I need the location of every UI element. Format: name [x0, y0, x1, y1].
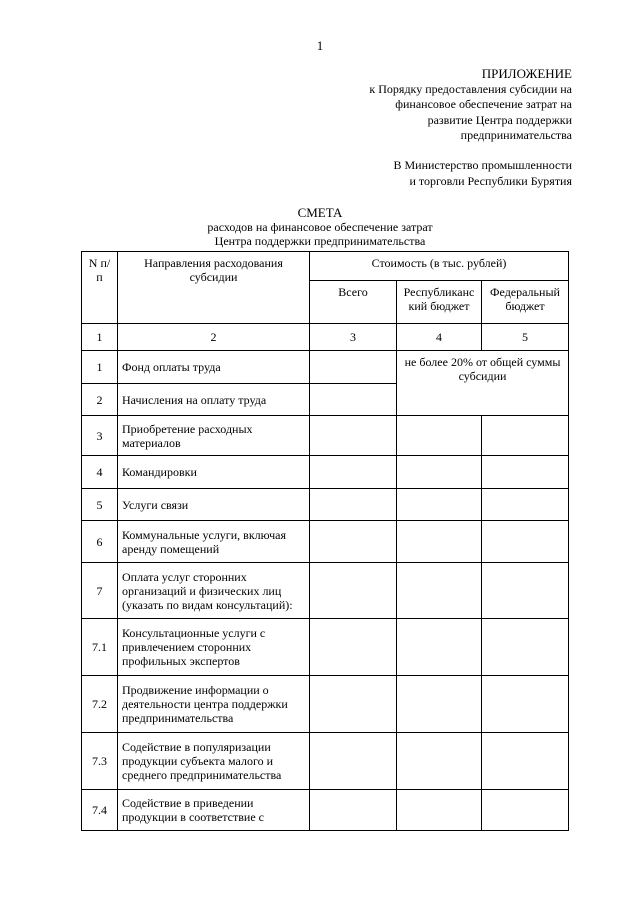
cell-federal: [482, 733, 569, 790]
row-num: 7.3: [82, 733, 118, 790]
header-num: N п/п: [82, 252, 118, 324]
annex-line: предпринимательства: [460, 128, 572, 142]
row-name: Фонд оплаты труда: [118, 351, 310, 384]
cell-total: [310, 619, 397, 676]
cell-republic: [397, 563, 482, 619]
cell-republic: [397, 416, 482, 456]
cell-republic: [397, 521, 482, 563]
addressee-line: В Министерство промышленности: [393, 158, 572, 172]
addressee-line: и торговли Республики Бурятия: [409, 173, 572, 188]
cell-federal: [482, 521, 569, 563]
col-number: 4: [397, 324, 482, 351]
row-name: Услуги связи: [118, 489, 310, 521]
row-name: Коммунальные услуги, включая аренду помещений: [118, 521, 310, 563]
cell-federal: [482, 456, 569, 489]
merged-note: не более 20% от общей суммы субсидии: [397, 351, 569, 416]
table-row: [82, 416, 569, 456]
estimate-table: [81, 251, 569, 831]
row-num: 4: [82, 456, 118, 489]
table-row: [82, 563, 569, 619]
row-name: Начисления на оплату труда: [118, 384, 310, 416]
header-direction: Направления расходования субсидии: [118, 252, 310, 324]
cell-federal: [482, 416, 569, 456]
row-name: Содействие в популяризации продукции субъекта малого и среднего предпринимательства: [118, 733, 310, 790]
cell-republic: [397, 456, 482, 489]
cell-republic: [397, 619, 482, 676]
header-cost: Стоимость (в тыс. рублей): [310, 252, 569, 281]
column-numbers-row: [82, 324, 569, 351]
cell-federal: [482, 619, 569, 676]
col-number: 2: [118, 324, 310, 351]
cell-total: [310, 351, 397, 384]
row-name: Оплата услуг сторонних организаций и физических лиц (указать по видам консультаций):: [118, 563, 310, 619]
annex-block: [332, 66, 572, 144]
col-number: 5: [482, 324, 569, 351]
cell-republic: [397, 733, 482, 790]
col-number: 3: [310, 324, 397, 351]
annex-line: к Порядку предоставления субсидии на: [369, 81, 572, 96]
header-total: Всего: [310, 281, 397, 324]
cell-federal: [482, 790, 569, 831]
table-row: [82, 733, 569, 790]
cell-total: [310, 790, 397, 831]
table-row: [82, 351, 569, 384]
table-row: [82, 619, 569, 676]
row-name: Приобретение расходных материалов: [118, 416, 310, 456]
cell-federal: [482, 489, 569, 521]
col-number: 1: [82, 324, 118, 351]
cell-total: [310, 416, 397, 456]
row-num: 7: [82, 563, 118, 619]
addressee-block: [332, 158, 572, 189]
row-num: 6: [82, 521, 118, 563]
cell-total: [310, 456, 397, 489]
header-republic: Республиканс кий бюджет: [397, 281, 482, 324]
row-num: 7.1: [82, 619, 118, 676]
table-row: [82, 790, 569, 831]
cell-federal: [482, 563, 569, 619]
row-name: Командировки: [118, 456, 310, 489]
cell-total: [310, 521, 397, 563]
cell-total: [310, 676, 397, 733]
row-name: Консультационные услуги с привлечением сторонних профильных экспертов: [118, 619, 310, 676]
cell-republic: [397, 489, 482, 521]
table-row: [82, 521, 569, 563]
table-row: [82, 489, 569, 521]
annex-heading: ПРИЛОЖЕНИЕ: [481, 66, 572, 81]
cell-republic: [397, 676, 482, 733]
row-num: 7.4: [82, 790, 118, 831]
row-num: 2: [82, 384, 118, 416]
row-num: 7.2: [82, 676, 118, 733]
cell-federal: [482, 676, 569, 733]
title-sub: Центра поддержки предпринимательства: [214, 234, 426, 248]
annex-line: развитие Центра поддержки: [427, 112, 572, 127]
page-number: 1: [316, 38, 324, 53]
annex-line: финансовое обеспечение затрат на: [395, 97, 572, 111]
row-name: Продвижение информации о деятельности центра поддержки предпринимательства: [118, 676, 310, 733]
title-sub: расходов на финансовое обеспечение затрат: [207, 220, 433, 234]
table-row: [82, 676, 569, 733]
cell-total: [310, 384, 397, 416]
row-num: 1: [82, 351, 118, 384]
table-row: [82, 456, 569, 489]
row-num: 5: [82, 489, 118, 521]
cell-total: [310, 489, 397, 521]
title-main: СМЕТА: [297, 205, 343, 220]
header-federal: Федеральный бюджет: [482, 281, 569, 324]
row-num: 3: [82, 416, 118, 456]
document-title: [0, 206, 640, 248]
cell-republic: [397, 790, 482, 831]
cell-total: [310, 563, 397, 619]
row-name: Содействие в приведении продукции в соответствие с: [118, 790, 310, 831]
cell-total: [310, 733, 397, 790]
